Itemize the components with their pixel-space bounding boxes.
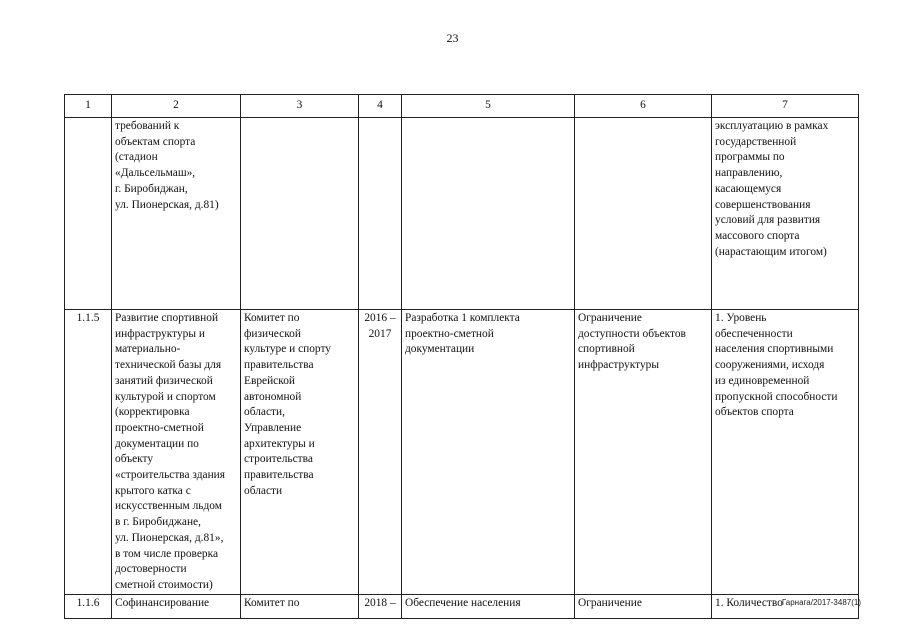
expected-result (402, 118, 575, 310)
table-row (65, 310, 859, 595)
responsible-executor: Комитет по физической культуре и спорту правительства Еврейской автономной области, Управление архитектуры и строительства правительства области (241, 310, 359, 595)
consequences: Ограничение (575, 594, 712, 618)
indicator: 1. Количество (712, 594, 859, 618)
consequences (575, 118, 712, 310)
header-row (65, 95, 859, 118)
responsible-executor: Комитет по (241, 594, 359, 618)
column-header: 3 (241, 95, 359, 118)
implementation-period (359, 118, 402, 310)
item-number: 1.1.5 (65, 310, 112, 595)
indicator: 1. Уровень обеспеченности населения спортивными сооружениями, исходя из единовременной пропускной способности объектов спорта (712, 310, 859, 595)
indicator: эксплуатацию в рамках государственной программы по направлению, касающемуся совершенствования условий для развития массового спорта (нарастающим итогом) (712, 118, 859, 310)
measure-name: требований к объектам спорта (стадион «Дальсельмаш», г. Биробиджан, ул. Пионерская, д.81) (112, 118, 241, 310)
measure-name: Софинансирование (112, 594, 241, 618)
item-number: 1.1.6 (65, 594, 112, 618)
expected-result: Разработка 1 комплекта проектно-сметной документации (402, 310, 575, 595)
column-header: 4 (359, 95, 402, 118)
column-header: 5 (402, 95, 575, 118)
implementation-period: 2018 – (359, 594, 402, 618)
table-row (65, 118, 859, 310)
item-number (65, 118, 112, 310)
column-header: 1 (65, 95, 112, 118)
program-table (64, 94, 859, 619)
consequences: Ограничение доступности объектов спортивной инфраструктуры (575, 310, 712, 595)
measure-name: Развитие спортивной инфраструктуры и материально- технической базы для занятий физической культурой и спортом (корректировка проектно-сметной документации по объекту «строительства здания крытого катка с искусственным льдом в г. Биробиджане, ул. Пионерская, д.81», в том числе проверка достоверности сметной стоимости) (112, 310, 241, 595)
table-row (65, 594, 859, 618)
page-number: 23 (446, 31, 459, 45)
implementation-period: 2016 – 2017 (359, 310, 402, 595)
expected-result: Обеспечение населения (402, 594, 575, 618)
responsible-executor (241, 118, 359, 310)
column-header: 2 (112, 95, 241, 118)
column-header: 6 (575, 95, 712, 118)
column-header: 7 (712, 95, 859, 118)
document-code: Гарнага/2017-3487(1) (781, 598, 861, 607)
